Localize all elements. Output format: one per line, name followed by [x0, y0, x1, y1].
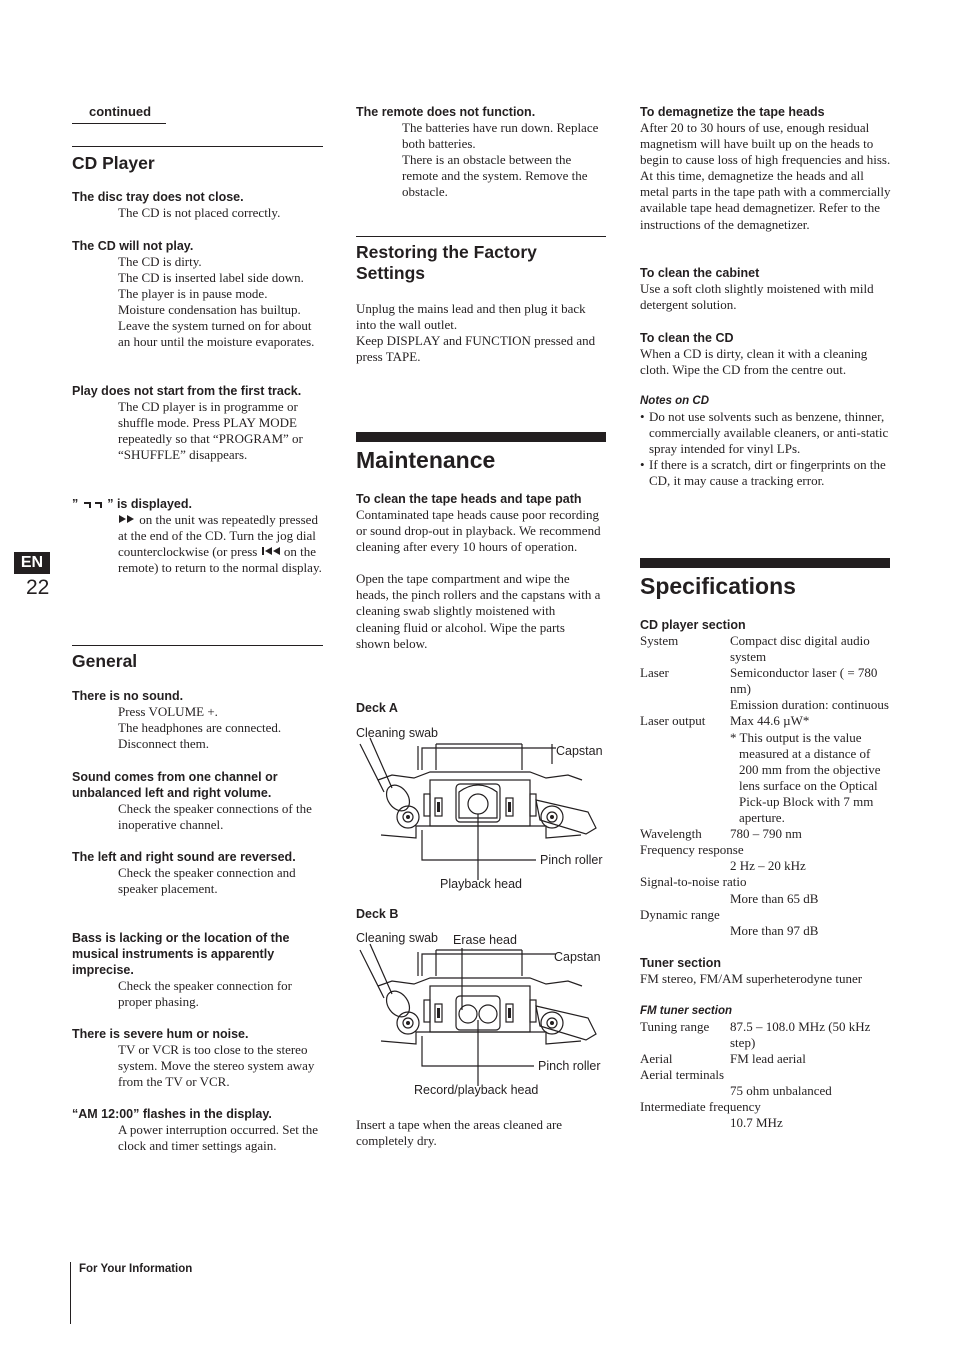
- page-number: 22: [26, 576, 50, 599]
- spec-row: Wavelength 780 – 790 nm: [640, 826, 802, 842]
- pinch-roller-label: Pinch roller: [540, 853, 603, 867]
- cleaning-swab-label: Cleaning swab: [356, 931, 438, 945]
- spec-value: 2 Hz – 20 kHz: [730, 858, 806, 874]
- quote-open: ”: [72, 497, 79, 511]
- answer: A power interruption occurred. Set the clock and timer settings again.: [118, 1122, 318, 1154]
- notes-title: Notes on CD: [640, 395, 709, 407]
- general-item-2: [72, 769, 324, 833]
- head-label: Playback head: [440, 877, 523, 891]
- divider: [72, 146, 323, 147]
- answer: Check the speaker connection and speaker placement.: [118, 865, 296, 897]
- question: The left and right sound are reversed.: [72, 850, 296, 864]
- general-heading: General: [72, 651, 138, 671]
- quote-close: ” is displayed.: [107, 497, 192, 511]
- section-bar: [640, 558, 890, 568]
- cd-item-4: [72, 496, 324, 576]
- deck-a-diagram: [356, 720, 606, 900]
- question: Play does not start from the first track.: [72, 384, 302, 398]
- subheading: To clean the tape heads and tape path: [356, 492, 582, 506]
- question: Sound comes from one channel or unbalanced left and right volume.: [72, 770, 278, 800]
- demagnetize-section: [640, 104, 892, 233]
- paragraph: Contaminated tape heads cause poor recording or sound drop-out in playback. We recommend cleaning after every 10 hours of operation.: [356, 507, 601, 555]
- answer: The CD is inserted label side down.: [118, 270, 304, 286]
- continued-label: continued: [89, 104, 152, 119]
- divider: [356, 236, 606, 237]
- answer: The headphones are connected. Disconnect them.: [118, 720, 282, 752]
- notes-on-cd: [640, 395, 892, 489]
- spec-value: 75 ohm unbalanced: [730, 1083, 832, 1099]
- spec-value: Emission duration: continuous: [730, 697, 889, 713]
- spec-footnote: * This output is the value measured at a distance of 200 mm from the objective lens surface on the Optical Pick-up Block with 7 mm aperture.: [730, 729, 881, 826]
- bullet: •: [640, 409, 645, 424]
- fast-forward-icon: [118, 514, 136, 524]
- deck-a-title: Deck A: [356, 701, 398, 715]
- deck-a-illustration: [356, 720, 606, 880]
- remote-item: [356, 104, 608, 200]
- question: To demagnetize the tape heads: [640, 105, 825, 119]
- answer: Check the speaker connections of the inoperative channel.: [118, 801, 312, 833]
- capstan-label: Capstan: [556, 744, 603, 758]
- answer: The player is in pause mode.: [118, 286, 268, 302]
- general-item-6: [72, 1106, 324, 1154]
- question: There is severe hum or noise.: [72, 1027, 249, 1041]
- question: The disc tray does not close.: [72, 190, 244, 204]
- question: “AM 12:00” flashes in the display.: [72, 1107, 272, 1121]
- spec-value: More than 97 dB: [730, 922, 819, 938]
- answer: Press VOLUME +.: [118, 704, 218, 719]
- pinch-roller-label: Pinch roller: [538, 1059, 601, 1073]
- divider: [72, 123, 166, 124]
- note-item: • If there is a scratch, dirt or fingerprints on the CD, it may cause a tracking error.: [640, 457, 886, 489]
- display-segment-icon: [82, 500, 104, 510]
- answer: on the unit was repeatedly pressed at the end of the CD. Turn the jog dial counterclockwise (or press on the remote) to return to the normal display.: [118, 512, 322, 576]
- deck-b-illustration: [356, 926, 606, 1086]
- paragraph: Use a soft cloth slightly moistened with mild detergent solution.: [640, 281, 874, 313]
- head-label: Record/playback head: [414, 1083, 539, 1097]
- deck-b-diagram: [356, 926, 606, 1102]
- paragraph: When a CD is dirty, clean it with a cleaning cloth. Wipe the CD from the centre out.: [640, 346, 868, 378]
- spec-key: Dynamic range: [640, 906, 720, 922]
- question: Bass is lacking or the location of the musical instruments is apparently imprecise.: [72, 931, 290, 977]
- spec-table: [640, 617, 892, 1132]
- maintenance-heading: Maintenance: [356, 447, 496, 473]
- cabinet-section: [640, 265, 892, 313]
- answer: The batteries have run down. Replace both batteries.: [402, 120, 599, 152]
- skip-back-icon: [261, 546, 281, 556]
- spec-row: Tuning range 87.5 – 108.0 MHz (50 kHz step): [640, 1018, 871, 1050]
- footer-label: For Your Information: [79, 1263, 193, 1275]
- closing-note: Insert a tape when the areas cleaned are completely dry.: [356, 1117, 563, 1149]
- general-item-3: [72, 849, 324, 897]
- section-bar: [356, 432, 606, 442]
- spec-key: Aerial terminals: [640, 1067, 725, 1083]
- deck-b-title: Deck B: [356, 907, 399, 921]
- general-item-5: [72, 1026, 324, 1090]
- answer: There is an obstacle between the remote and the system. Remove the obstacle.: [402, 152, 588, 200]
- spec-row: System Compact disc digital audio system: [640, 633, 870, 665]
- tuner-description: FM stereo, FM/AM superheterodyne tuner: [640, 970, 863, 986]
- answer: The CD player is in programme or shuffle mode. Press PLAY MODE repeatedly so that “PROGRAM” or “SHUFFLE” disappears.: [118, 399, 303, 463]
- answer: Moisture condensation has builtup. Leave the system turned on for about an hour until the moisture evaporates.: [118, 302, 315, 350]
- question: There is no sound.: [72, 689, 184, 703]
- tuner-section-title: Tuner section: [640, 955, 722, 970]
- cd-player-heading: CD Player: [72, 153, 155, 173]
- bullet: •: [640, 457, 645, 473]
- cd-item-2: [72, 238, 324, 351]
- cd-item-3: [72, 383, 324, 463]
- answer: The CD is dirty.: [118, 254, 202, 269]
- general-item-4: [72, 930, 324, 1010]
- cleaning-swab-label: Cleaning swab: [356, 726, 438, 740]
- specifications-heading: Specifications: [640, 573, 796, 599]
- answer: The CD is not placed correctly.: [118, 205, 281, 220]
- spec-value: More than 65 dB: [730, 890, 819, 906]
- divider: [72, 645, 323, 646]
- factory-body: Unplug the mains lead and then plug it back into the wall outlet. Keep DISPLAY and FUNCTION pressed and press TAPE.: [356, 301, 596, 365]
- tape-cleaning-section: [356, 491, 601, 652]
- question: The CD will not play.: [72, 239, 194, 253]
- factory-heading: Restoring the Factory Settings: [356, 242, 537, 283]
- spec-key: Frequency response: [640, 842, 744, 858]
- answer: Check the speaker connection for proper phasing.: [118, 978, 292, 1010]
- cd-section-title: CD player section: [640, 618, 746, 632]
- answer: TV or VCR is too close to the stereo system. Move the stereo system away from the TV or VCR.: [118, 1042, 315, 1090]
- general-item-1: [72, 688, 324, 752]
- cd-item-1: [72, 189, 324, 221]
- note-item: • Do not use solvents such as benzene, thinner, commercially available cleaners, or anti-static spray intended for vinyl LPs.: [640, 409, 889, 457]
- question: [72, 496, 324, 512]
- fm-section-title: FM tuner section: [640, 1004, 733, 1017]
- paragraph: Open the tape compartment and wipe the heads, the pinch rollers and the capstans with a cleaning swab slightly moistened with cleaning fluid or alcohol. Wipe the parts shown below.: [356, 571, 601, 651]
- question: The remote does not function.: [356, 105, 536, 119]
- spec-key: Signal-to-noise ratio: [640, 874, 747, 890]
- footer-rule: [70, 1262, 71, 1324]
- spec-key: Intermediate frequency: [640, 1099, 761, 1115]
- cd-cleaning-section: [640, 330, 892, 378]
- language-tab: EN: [14, 552, 50, 574]
- spec-row: Aerial FM lead aerial: [640, 1051, 806, 1067]
- capstan-label: Capstan: [554, 950, 601, 964]
- erase-head-label: Erase head: [453, 933, 517, 947]
- spec-row: Laser output Max 44.6 µW*: [640, 713, 810, 729]
- paragraph: After 20 to 30 hours of use, enough residual magnetism will have built up on the heads to begin to cause loss of high frequencies and hiss. At this time, demagnetize the heads and all metal parts in the tape path with a commercially available tape head demagnetizer. Refer to the instructions of the demagnetizer.: [640, 120, 891, 232]
- spec-row: Laser Semiconductor laser ( = 780 nm): [640, 665, 878, 697]
- spec-value: 10.7 MHz: [730, 1115, 783, 1131]
- question: To clean the cabinet: [640, 266, 760, 280]
- question: To clean the CD: [640, 331, 734, 345]
